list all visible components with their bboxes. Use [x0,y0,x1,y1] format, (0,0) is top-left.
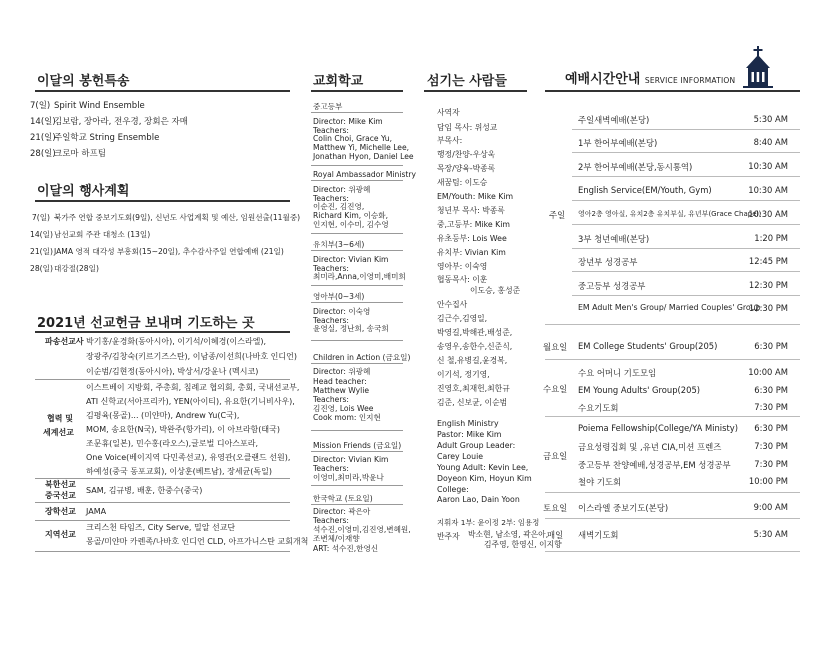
school-line: Director: 이숙영 [313,307,371,316]
school-line: 인지현, 이수미, 김수영 [313,220,389,229]
mission-text: 크리스천 타임즈, City Serve, 밀알 선교단 [86,523,236,532]
school-line: Director: 위광혜 [313,185,371,194]
divider [311,112,403,113]
staff-line: 새꿈팀: 이도승 [437,178,488,187]
school-line: Director: Vivian Kim [313,255,389,264]
staff-line: 중,고등부: Mike Kim [437,220,510,229]
school-block-head: 한국학교 (토요일) [313,494,373,503]
section-title-mission: 2021년 선교헌금 보내며 기도하는 곳 [37,316,255,331]
deacon-line: 이기석, 정기영, [437,370,490,379]
divider [572,295,800,296]
service-row: EM College Students' Group(205) 6:30 PM [578,341,788,351]
service-title-en: SERVICE INFORMATION [644,76,736,85]
school-block-head: Royal Ambassador Ministry [313,170,417,179]
day-label-sunday: 주일 [549,210,566,220]
divider [545,359,800,360]
church-icon [743,46,773,88]
school-line: 조변체/이재향 [313,534,360,543]
mission-label: 중국선교 [45,491,76,500]
divider [311,165,403,166]
em-line: Adult Group Leader: [437,441,516,450]
school-line: Director: 곽은아 [313,507,371,516]
mission-text: 하예성(중국 동포교회), 이상훈(베트남), 장세균(독일) [86,467,272,476]
school-line: Director: Vivian Kim [313,455,389,464]
school-line: 김진영, Lois Wee [313,404,374,413]
conductor-line: 지휘자 1부: 윤이정 2부: 임용정 [437,518,540,527]
school-line: 최미라,Anna,이영미,배미희 [313,272,406,281]
staff-line: 이도승, 홍성준 [470,286,521,295]
deacon-line: 박영길,박해관,배성준, [437,328,513,337]
service-row: 수요 어머니 기도모임 10:00 AM [578,367,788,378]
school-block-head: 유치부(3~6세) [313,240,365,249]
service-row: 중고등부 찬양예배,성경공부,EM 성경공부 7:30 PM [578,459,788,470]
staff-line: 담임 목사: 위성교 [437,123,498,132]
divider [35,200,290,202]
divider [311,504,403,505]
section-title-special-music: 이달의 봉헌특송 [37,74,130,89]
divider [545,324,800,325]
divider [35,379,290,380]
service-title: 예배시간안내 [565,72,641,87]
divider [35,90,290,92]
school-line: Director: 위광혜 [313,367,371,376]
service-row: 수요기도회 7:30 PM [578,402,788,413]
mission-text: MOM, 송요한(N국), 박완주(항가리), 이 아브라함(태국) [86,425,280,434]
divider [311,233,403,234]
deacon-line: 진영호,최재헌,최한규 [437,384,510,393]
mission-text: 박기홍/윤경화(동아시아), 이기석/이혜경(이스라엘), [86,337,267,346]
em-line: English Ministry [437,419,499,428]
divider [424,90,527,92]
section-title-service [565,68,735,87]
divider [311,340,403,341]
section-title-staff: 섬기는 사람들 [427,74,507,89]
mission-label: 협력 및 [47,414,73,423]
school-block-head: Mission Friends (금요일) [313,441,402,450]
mission-text: 김평육(몽골)... (미얀마), Andrew Yu(C국), [86,411,240,420]
divider [545,416,800,417]
em-line: Doyeon Kim, Hoyun Kim [437,474,532,483]
list-item: 14(일)김보람, 장아라, 전우경, 장회은 자매 [30,117,188,127]
list-item: 14(일)남선교회 주관 대청소 (13일) [30,230,151,239]
service-row: 장년부 성경공부 12:45 PM [578,256,788,267]
school-line: Matthew Yi, Michelle Lee, [313,143,410,152]
staff-line: 협동목사: 이훈 [437,275,488,284]
school-line: Director: Mike Kim [313,117,383,126]
day-label-daily: 매일 [547,530,564,540]
mission-text: 이순범/김현정(동아시아), 박상서/강윤나 (멕시코) [86,367,259,376]
school-line: Jonathan Hyon, Daniel Lee [313,152,414,161]
divider [572,248,800,249]
school-line: Teachers: [313,395,349,404]
em-line: Pastor: Mike Kim [437,430,502,439]
service-row: 중고등부 성경공부 12:30 PM [578,280,788,291]
service-row: 1부 한어부예배(본당) 8:40 AM [578,137,788,148]
mission-label: 북한선교 [45,480,76,489]
divider [35,331,290,333]
divider [35,502,290,503]
divider [572,224,800,225]
divider [311,90,403,92]
staff-line: 유초등부: Lois Wee [437,234,507,243]
deacon-line: 김근수,김영일, [437,314,488,323]
school-line: ART: 석수진,한영신 [313,544,379,553]
school-block-head: Children in Action (금요일) [313,353,411,362]
school-line: Teachers: [313,516,349,525]
service-row: 이스라엘 중보기도(본당) 9:00 AM [578,502,788,513]
school-block-head: 영아부(0~3세) [313,292,365,301]
divider [572,200,800,201]
school-line: Richard Kim, 이승화, [313,211,388,220]
divider [572,271,800,272]
school-line: Teachers: [313,126,349,135]
mission-text: SAM, 김규병, 배훈, 한중수(중국) [86,486,203,495]
mission-text: 조문휴(일본), 민수홍(라오스),글로벌 디아스포라, [86,439,259,448]
staff-heading: 사역자 [437,108,460,117]
service-row: English Service(EM/Youth, Gym) 10:30 AM [578,185,788,195]
mission-text: One Voice(베이지역 다민족선교), 유영관(오클랜드 선원), [86,453,291,462]
service-row: 3부 청년예배(본당) 1:20 PM [578,233,788,244]
em-line: College: [437,485,469,494]
mission-label: 지역선교 [45,530,76,539]
divider [311,430,403,431]
divider [545,551,800,552]
service-row: 주일새벽예배(본당) 5:30 AM [578,114,788,125]
school-line: Teachers: [313,264,349,273]
staff-line: 영아부: 이숙영 [437,262,488,271]
deacon-line: 김준, 신보균, 이순범 [437,398,508,407]
day-label-wednesday: 수요일 [543,384,568,394]
divider [545,90,800,92]
divider [311,302,403,303]
school-line: 윤영실, 정난희, 송국희 [313,324,389,333]
deacon-line: 송영우,송한수,신준식, [437,342,513,351]
mission-text: 장광주/김창숙(키르기즈스탄), 이남종/이선희(나바호 인디언) [86,352,297,361]
divider [35,551,290,552]
divider [311,285,403,286]
list-item: 7(일) 북가주 연합 중보기도회(9일), 신년도 사업계획 및 예산, 임원선출(11월중) [31,213,301,222]
school-line: 이순진, 김진영, [313,202,365,211]
mission-label: 파송선교사 [45,337,84,346]
service-row: 철야 기도회 10:00 PM [578,476,788,487]
service-row: 2부 한어부예배(본당,동시통역) 10:30 AM [578,161,788,172]
mission-label: 장학선교 [45,507,76,516]
list-item: 28(일)크로마 하프팀 [30,149,106,159]
accompanist-label: 반주자 [437,532,460,541]
list-item: 7(일) Spirit Wind Ensemble [30,101,145,111]
divider [311,451,403,452]
divider [572,129,800,130]
mission-text: 이스트베이 지방회, 주총회, 침례교 협의회, 총회, 국내선교부, [86,383,300,392]
em-line: Aaron Lao, Dain Yoon [437,495,520,504]
divider [572,176,800,177]
mission-text: 몽골/미얀마 카렌족/나바호 인디언 CLD, 아프가니스탄 교회개척 [86,537,309,546]
school-block-head: 중고등부 [313,102,343,111]
em-line: Carey Louie [437,452,484,461]
service-row: 새벽기도회 5:30 AM [578,529,788,540]
divider [311,363,403,364]
school-line: Colin Choi, Grace Yu, [313,134,393,143]
service-row: EM Adult Men's Group/ Married Couples' Group 12:30 PM [578,303,788,313]
school-line: Head teacher: [313,377,367,386]
staff-line: 유치부: Vivian Kim [437,248,506,257]
staff-line: EM/Youth: Mike Kim [437,192,514,201]
accompanist-line: 김주영, 한영신, 이지향 [484,540,562,549]
divider [545,518,800,519]
service-row: EM Young Adults' Group(205) 6:30 PM [578,385,788,395]
accompanist-line: 박소현, 남소영, 곽은아, [468,530,549,539]
deacon-heading: 안수집사 [437,300,468,309]
divider [311,180,403,181]
service-row: 금요성령집회 및 ,유년 CIA,미션 프렌즈 7:30 PM [578,441,788,452]
staff-line: 목장/양육-박종록 [437,164,496,173]
mission-text: ATI 신학교(서아프리카), YEN(아이티), 유요한(기니비사우), [86,397,295,406]
school-line: 이영미,최미라,박윤나 [313,473,384,482]
school-line: Teachers: [313,316,349,325]
divider [572,152,800,153]
mission-text: JAMA [86,507,107,516]
list-item: 28(일)대강절(28일) [30,264,99,273]
school-line: Teachers: [313,194,349,203]
school-line: 석수진,이영미,김진영,변혜원, [313,525,411,534]
day-label-monday: 월요일 [543,342,568,352]
divider [545,492,800,493]
divider [35,520,290,521]
mission-label: 세계선교 [43,428,74,437]
divider [311,485,403,486]
staff-line: 부목사: [437,136,463,145]
deacon-line: 신 철,유병길,윤경복, [437,356,508,365]
service-row: 영아2층 영아실, 유치2층 유치부실, 유년부(Grace Chapel) 10:30 AM [578,209,788,219]
section-title-church-school: 교회학교 [313,74,364,89]
service-row: Poiema Fellowship(College/YA Ministy) 6:30 PM [578,423,788,433]
day-label-saturday: 토요일 [543,503,568,513]
school-line: Cook mom: 인지현 [313,413,381,422]
staff-line: 행정/찬양-우상욱 [437,150,496,159]
em-line: Young Adult: Kevin Lee, [437,463,529,472]
school-line: Teachers: [313,464,349,473]
list-item: 21(일)주일학교 String Ensemble [30,133,160,143]
list-item: 21(일)JAMA 영적 대각성 부흥회(15~20일), 추수감사주일 연합예배 (21일) [30,247,284,256]
section-title-events: 이달의 행사계획 [37,184,130,199]
divider [311,250,403,251]
school-line: Matthew Wylie [313,386,370,395]
staff-line: 청년부 목사: 박종록 [437,206,505,215]
day-label-friday: 금요일 [543,451,568,461]
